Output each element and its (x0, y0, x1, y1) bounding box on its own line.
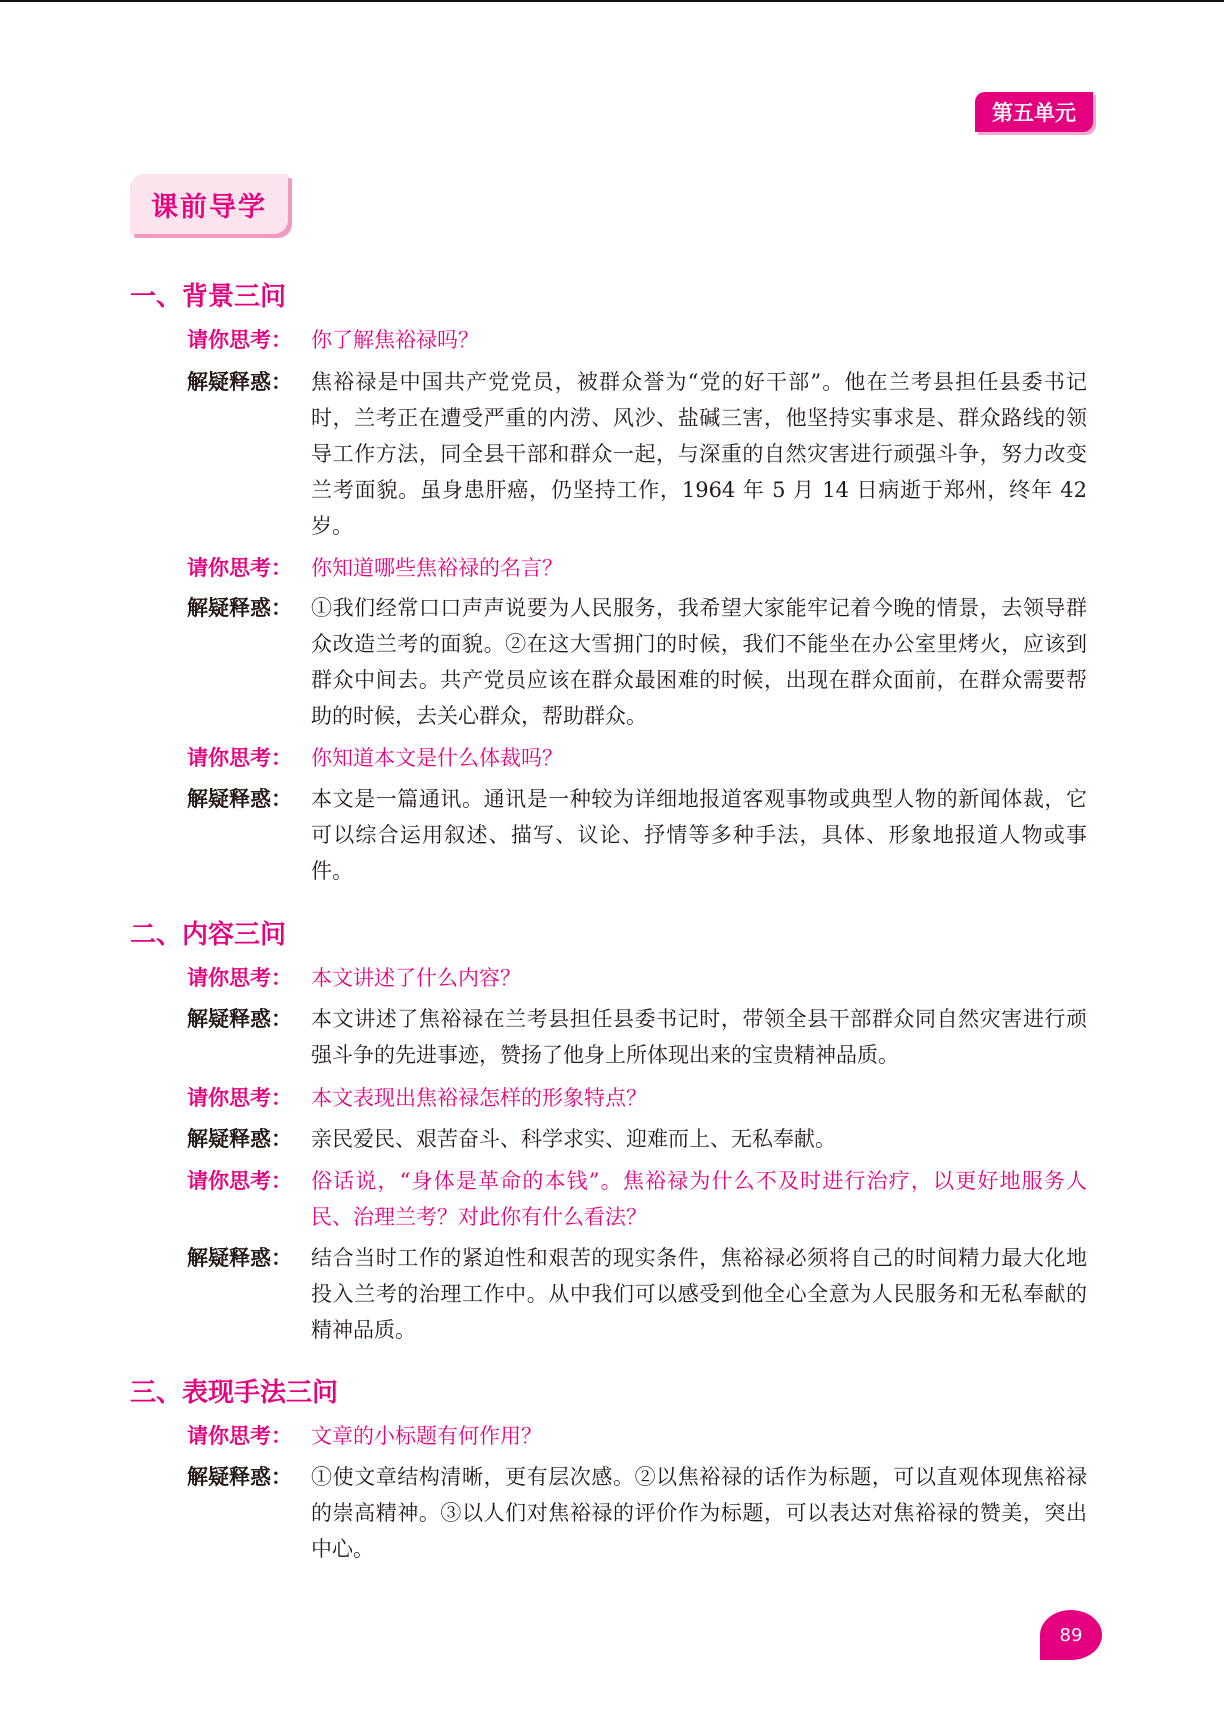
question-label: 请你思考： (187, 1169, 292, 1193)
question-label: 请你思考： (187, 1424, 292, 1448)
question (187, 1163, 1087, 1235)
page-number: 89 (1040, 1610, 1102, 1660)
answer-label: 解疑释惑： (187, 1246, 292, 1270)
question-text: 本文表现出焦裕禄怎样的形象特点？ (311, 1086, 647, 1110)
question (187, 740, 1087, 776)
section-banner (130, 174, 288, 234)
unit-tab: 第五单元 (975, 92, 1093, 132)
answer-label: 解疑释惑： (187, 1127, 292, 1151)
question-label: 请你思考： (187, 966, 292, 990)
question-text: 本文讲述了什么内容？ (311, 966, 521, 990)
answer (187, 364, 1087, 544)
banner-title: 课前导学 (151, 191, 267, 223)
answer (187, 590, 1087, 734)
answer-label: 解疑释惑： (187, 1465, 292, 1489)
section-title-content: 二、内容三问 (130, 920, 287, 950)
answer-text: 焦裕禄是中国共产党党员，被群众誉为“党的好干部”。他在兰考县担任县委书记时，兰考正在遭受严重的内涝、风沙、盐碱三害，他坚持实事求是、群众路线的领导工作方法，同全县干部和群众一起，与深重的自然灾害进行顽强斗争，努力改变兰考面貌。虽身患肝癌，仍坚持工作，1964 年 5 月 14 日病逝于郑州，终年 42 岁。 (311, 370, 1087, 538)
question (187, 960, 1087, 996)
question-label: 请你思考： (187, 328, 292, 352)
section-title-technique: 三、表现手法三问 (130, 1378, 339, 1408)
answer-label: 解疑释惑： (187, 370, 292, 394)
answer-text: 结合当时工作的紧迫性和艰苦的现实条件，焦裕禄必须将自己的时间精力最大化地投入兰考的治理工作中。从中我们可以感受到他全心全意为人民服务和无私奉献的精神品质。 (311, 1246, 1087, 1342)
answer-text: ①我们经常口口声声说要为人民服务，我希望大家能牢记着今晚的情景，去领导群众改造兰考的面貌。②在这大雪拥门的时候，我们不能坐在办公室里烤火，应该到群众中间去。共产党员应该在群众最困难的时候，出现在群众面前，在群众需要帮助的时候，去关心群众，帮助群众。 (311, 596, 1087, 728)
question-text: 你了解焦裕禄吗？ (311, 328, 479, 352)
question-label: 请你思考： (187, 746, 292, 770)
answer (187, 1121, 1087, 1157)
question-text: 你知道哪些焦裕禄的名言？ (311, 556, 563, 580)
answer (187, 781, 1087, 889)
question-text: 文章的小标题有何作用？ (311, 1424, 542, 1448)
answer-label: 解疑释惑： (187, 787, 292, 811)
answer (187, 1459, 1087, 1567)
question (187, 1418, 1087, 1454)
question-label: 请你思考： (187, 556, 292, 580)
answer-label: 解疑释惑： (187, 1007, 292, 1031)
section-title-background: 一、背景三问 (130, 282, 287, 312)
question (187, 550, 1087, 586)
question-text: 俗话说，“身体是革命的本钱”。焦裕禄为什么不及时进行治疗，以更好地服务人民、治理兰考？对此你有什么看法？ (311, 1169, 1087, 1229)
question-text: 你知道本文是什么体裁吗？ (311, 746, 563, 770)
question (187, 322, 1087, 358)
answer-text: ①使文章结构清晰，更有层次感。②以焦裕禄的话作为标题，可以直观体现焦裕禄的崇高精神。③以人们对焦裕禄的评价作为标题，可以表达对焦裕禄的赞美，突出中心。 (311, 1465, 1087, 1561)
answer-label: 解疑释惑： (187, 596, 292, 620)
question-label: 请你思考： (187, 1086, 292, 1110)
answer (187, 1001, 1087, 1073)
answer (187, 1240, 1087, 1348)
answer-text: 亲民爱民、艰苦奋斗、科学求实、迎难而上、无私奉献。 (311, 1127, 836, 1151)
top-rule (0, 0, 1224, 2)
question (187, 1080, 1087, 1116)
answer-text: 本文讲述了焦裕禄在兰考县担任县委书记时，带领全县干部群众同自然灾害进行顽强斗争的先进事迹，赞扬了他身上所体现出来的宝贵精神品质。 (311, 1007, 1087, 1067)
answer-text: 本文是一篇通讯。通讯是一种较为详细地报道客观事物或典型人物的新闻体裁，它可以综合运用叙述、描写、议论、抒情等多种手法，具体、形象地报道人物或事件。 (311, 787, 1087, 883)
